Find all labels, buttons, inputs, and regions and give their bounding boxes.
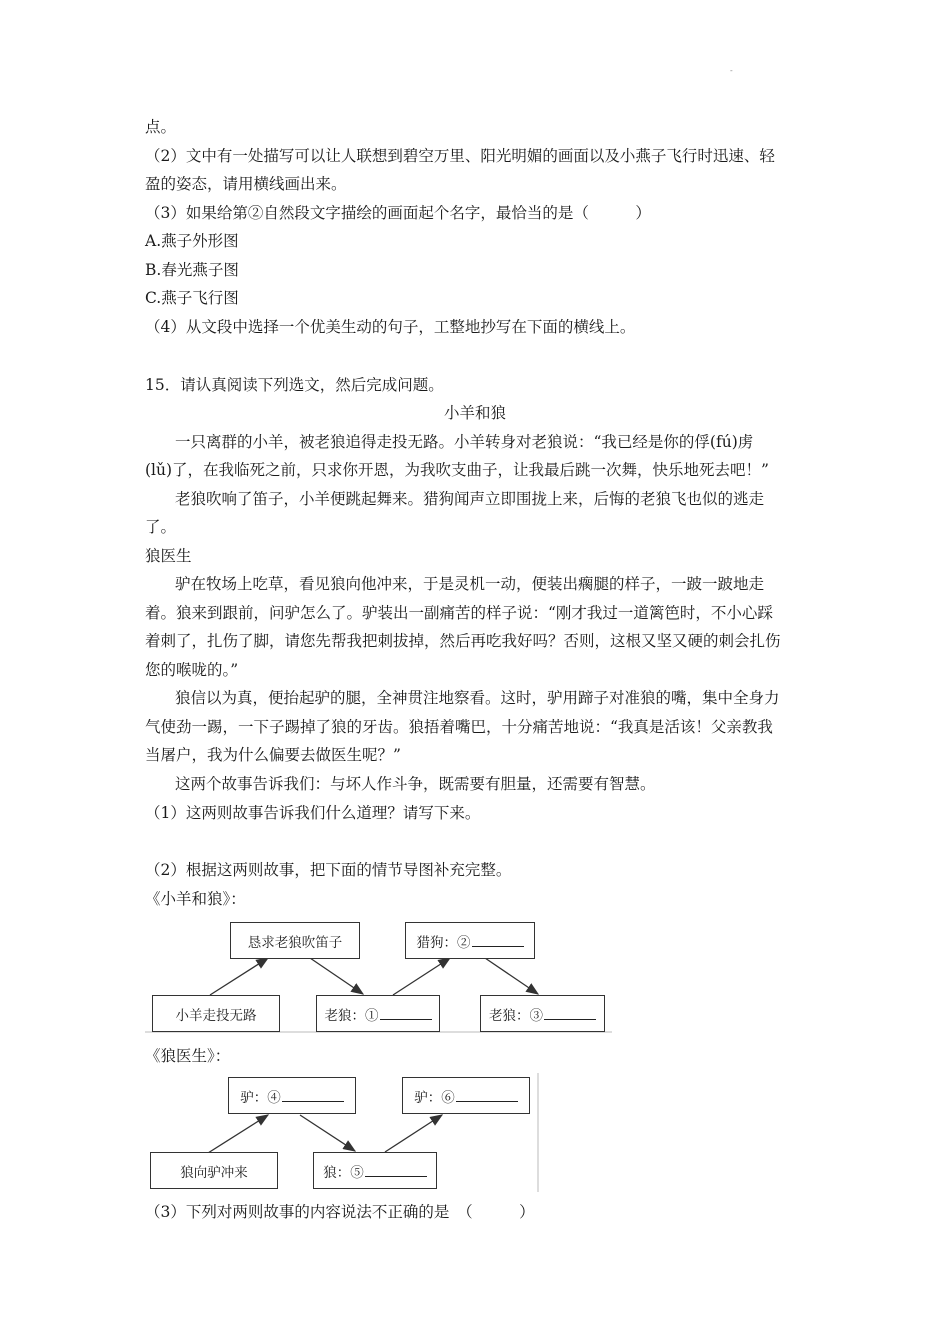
- box-wolf-5: [313, 1152, 437, 1189]
- arrow-lamb-to-beg: [210, 958, 268, 995]
- story1-p2-line1: 老狼吹响了笛子，小羊便跳起舞来。猎狗闻声立即围拢上来，后悔的老狼飞也似的逃走: [175, 490, 765, 508]
- arrow-donkey4-to-wolf5: [300, 1115, 355, 1151]
- arrow-dog-to-wolf3: [485, 958, 538, 994]
- prev-q4: （4）从文段中选择一个优美生动的句子，工整地抄写在下面的横线上。: [145, 318, 636, 336]
- story2-p2-line3: 当屠户，我为什么偏要去做医生呢？”: [145, 746, 401, 764]
- option-a: A.燕子外形图: [145, 232, 239, 250]
- blank-3: [544, 1007, 596, 1020]
- story1-title: 小羊和狼: [443, 404, 506, 422]
- moral-line: 这两个故事告诉我们：与坏人作斗争，既需要有胆量，还需要有智慧。: [175, 775, 656, 793]
- box-donkey-6: [402, 1077, 530, 1114]
- story2-title: 狼医生: [145, 547, 192, 565]
- box-donkey-4: [228, 1077, 356, 1114]
- box-lamb-trapped: [152, 995, 280, 1032]
- box-beg-wolf-flute: [230, 922, 360, 959]
- box-beg-wolf-flute-text: 恳求老狼吹笛子: [247, 934, 343, 951]
- box-wolf-1: [316, 995, 440, 1032]
- box-lamb-trapped-text: 小羊走投无路: [175, 1007, 257, 1024]
- diagram2-label: 《狼医生》：: [145, 1047, 231, 1065]
- option-c: C.燕子飞行图: [145, 289, 239, 307]
- prev-q2-line2: 盈的姿态，请用横线画出来。: [145, 175, 347, 193]
- story2-p1-line3: 着刺了，扎伤了脚，请您先帮我把刺拔掉，然后再吃我好吗？否则，这根又坚又硬的刺会扎伤: [145, 632, 781, 650]
- blank-2: [472, 934, 524, 947]
- arrow-beg-to-wolf1: [310, 958, 363, 994]
- story2-p2-line1: 狼信以为真，便抬起驴的腿，全神贯注地察看。这时，驴用蹄子对准狼的嘴，集中全身力: [175, 689, 780, 707]
- header-mark: -: [730, 66, 733, 75]
- box-wolf-3-text: 老狼：③: [489, 1007, 543, 1024]
- box-hound-text: 猎狗：②: [416, 934, 471, 951]
- blank-4: [282, 1089, 344, 1102]
- story2-p2-line2: 气使劲一踢，一下子踢掉了狼的牙齿。狼捂着嘴巴，十分痛苦地说：“我真是活该！父亲教我: [145, 718, 773, 736]
- arrow-charge-to-donkey4: [208, 1115, 268, 1153]
- box-wolf-3: [480, 995, 605, 1032]
- option-b: B.春光燕子图: [145, 261, 239, 279]
- sub-question-2: （2）根据这两则故事，把下面的情节导图补充完整。: [145, 861, 512, 879]
- box-wolf-charges: [150, 1152, 278, 1189]
- blank-6: [456, 1089, 518, 1102]
- blank-5: [365, 1164, 427, 1177]
- arrow-wolf5-to-donkey6: [385, 1115, 442, 1152]
- arrow-wolf1-to-dog: [393, 958, 450, 995]
- box-wolf-1-text: 老狼：①: [324, 1007, 379, 1024]
- diagram1-label: 《小羊和狼》：: [145, 890, 246, 908]
- box-donkey-4-text: 驴：④: [240, 1089, 281, 1106]
- box-wolf-5-text: 狼：⑤: [323, 1164, 364, 1181]
- story1-p1-line1: 一只离群的小羊，被老狼追得走投无路。小羊转身对老狼说：“我已经是你的俘(fú)虏: [175, 433, 754, 451]
- prev-q3: （3）如果给第②自然段文字描绘的画面起个名字，最恰当的是（ ）: [145, 204, 651, 222]
- story1-p1-line2: (lǔ)了，在我临死之前，只求你开恩，为我吹支曲子，让我最后跳一次舞，快乐地死去吧！”: [145, 461, 769, 479]
- blank-1: [380, 1007, 432, 1020]
- sub-question-3: （3）下列对两则故事的内容说法不正确的是 （ ）: [145, 1203, 535, 1221]
- story2-p1-line4: 您的喉咙的。”: [145, 661, 239, 679]
- prev-q2-line1: （2）文中有一处描写可以让人联想到碧空万里、阳光明媚的画面以及小燕子飞行时迅速、轻: [145, 147, 775, 165]
- story2-p1-line2: 着。狼来到跟前，问驴怎么了。驴装出一副痛苦的样子说：“刚才我过一道篱笆时，不小心踩: [145, 604, 773, 622]
- prev-continuation: 点。: [145, 118, 177, 136]
- sub-question-1: （1）这两则故事告诉我们什么道理？请写下来。: [145, 804, 481, 822]
- box-hound: [405, 922, 535, 959]
- story1-p2-line2: 了。: [145, 518, 177, 536]
- q15-intro: 15．请认真阅读下列选文，然后完成问题。: [145, 376, 444, 394]
- box-wolf-charges-text: 狼向驴冲来: [180, 1164, 248, 1181]
- story2-p1-line1: 驴在牧场上吃草，看见狼向他冲来，于是灵机一动，便装出瘸腿的样子，一跛一跛地走: [175, 575, 765, 593]
- box-donkey-6-text: 驴：⑥: [414, 1089, 455, 1106]
